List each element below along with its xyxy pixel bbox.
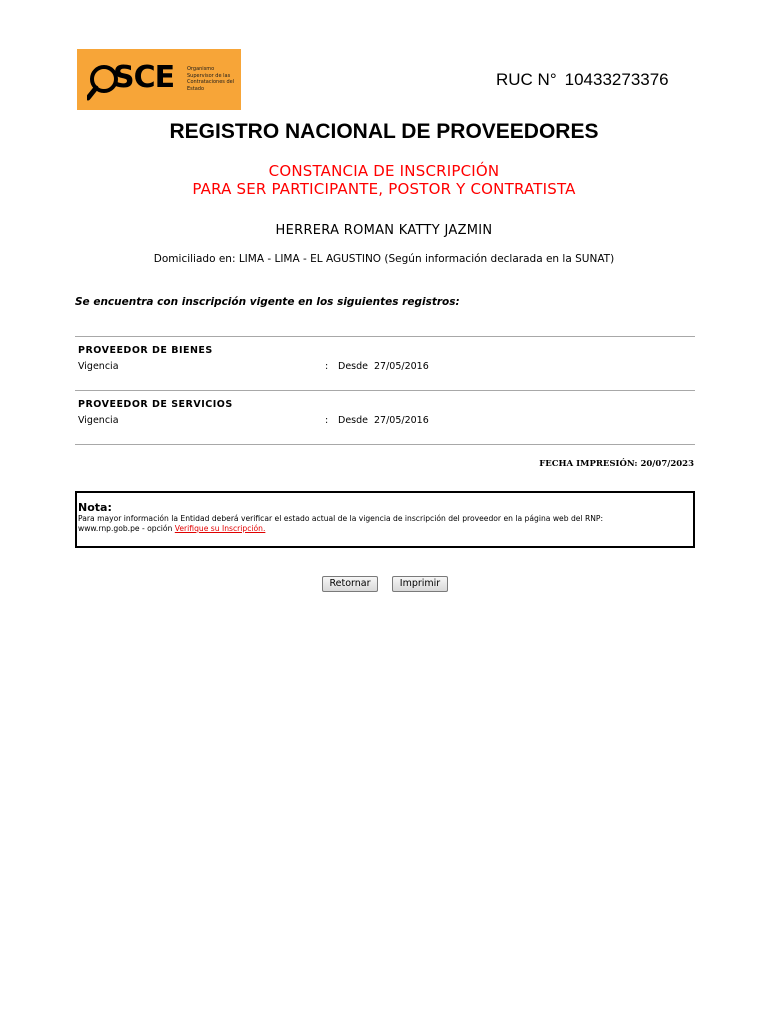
divider bbox=[75, 336, 695, 337]
provider-name: HERRERA ROMAN KATTY JAZMIN bbox=[275, 223, 493, 238]
divider bbox=[75, 444, 695, 445]
divider bbox=[75, 390, 695, 391]
ruc-value: 10433273376 bbox=[564, 70, 669, 89]
verify-link[interactable]: Verifique su Inscripción. bbox=[174, 524, 266, 533]
subtitle-line-2: PARA SER PARTICIPANTE, POSTOR Y CONTRATISTA bbox=[192, 180, 576, 198]
registro-title: PROVEEDOR DE BIENES bbox=[78, 345, 213, 356]
registro-title: PROVEEDOR DE SERVICIOS bbox=[78, 399, 233, 410]
registros-intro: Se encuentra con inscripción vigente en los siguientes registros: bbox=[75, 296, 460, 308]
subtitle-line-1: CONSTANCIA DE INSCRIPCIÓN bbox=[268, 162, 500, 180]
retornar-button[interactable]: Retornar bbox=[322, 576, 378, 592]
registro-colon: : bbox=[325, 415, 329, 426]
registro-label: Vigencia bbox=[78, 415, 119, 426]
note-box bbox=[75, 491, 695, 548]
registro-label: Vigencia bbox=[78, 361, 119, 372]
provider-address: Domiciliado en: LIMA - LIMA - EL AGUSTINO (Según información declarada en la SUNAT) bbox=[153, 253, 615, 265]
vigencia-prefix: Desde bbox=[338, 361, 368, 372]
logo-text: SCE bbox=[113, 60, 175, 95]
registro-vigencia bbox=[338, 361, 429, 372]
note-line-2 bbox=[78, 524, 693, 534]
page-title: REGISTRO NACIONAL DE PROVEEDORES bbox=[169, 120, 599, 143]
vigencia-prefix: Desde bbox=[338, 415, 368, 426]
logo-subtitle: Organismo Supervisor de las Contrataciones del Estado bbox=[187, 66, 235, 92]
ruc-label: RUC N° bbox=[496, 70, 557, 89]
ruc-number bbox=[496, 70, 669, 90]
registro-vigencia bbox=[338, 415, 429, 426]
vigencia-date: 27/05/2016 bbox=[373, 415, 429, 426]
vigencia-date: 27/05/2016 bbox=[373, 361, 429, 372]
registro-colon: : bbox=[325, 361, 329, 372]
note-url-text: www.rnp.gob.pe - opción bbox=[78, 524, 175, 533]
imprimir-button[interactable]: Imprimir bbox=[392, 576, 448, 592]
fecha-impresion: FECHA IMPRESIÓN: 20/07/2023 bbox=[539, 459, 694, 469]
osce-logo bbox=[77, 49, 241, 110]
note-title: Nota: bbox=[78, 501, 112, 514]
note-line-1: Para mayor información la Entidad deberá verificar el estado actual de la vigencia de inscripción del proveedor en la página web del RNP: bbox=[78, 514, 604, 523]
